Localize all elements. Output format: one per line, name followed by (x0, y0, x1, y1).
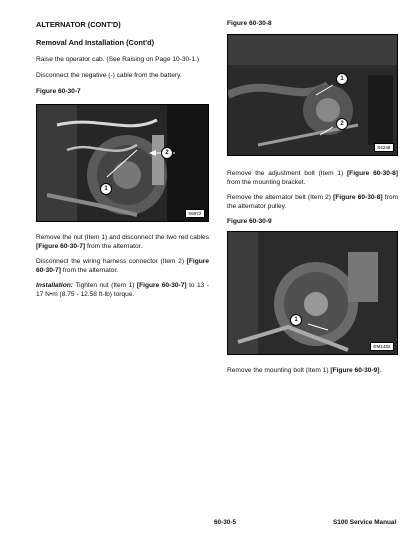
figure-60-30-8-label: Figure 60-30-8 (227, 20, 272, 27)
callout-1: 1 (100, 183, 112, 195)
figure-60-30-7-label: Figure 60-30-7 (36, 88, 81, 95)
figure-code: S5972 (185, 209, 205, 218)
page-number: 60-30-5 (214, 519, 237, 526)
remove-belt-paragraph: Remove the alternator belt (Item 2) [Figure 60-30-8] from the alternator pulley. (227, 194, 398, 210)
remove-mounting-bolt-paragraph: Remove the mounting bolt (Item 1) [Figure 60-30-9]. (227, 367, 382, 374)
disconnect-harness-paragraph: Disconnect the wiring harness connector (Item 2) [Figure 60-30-7] from the alternator. (36, 258, 209, 274)
figure-60-30-9-label: Figure 60-30-9 (227, 218, 272, 225)
disconnect-battery-paragraph: Disconnect the negative (-) cable from the battery. (36, 72, 182, 79)
figure1-code: S4248 (374, 143, 394, 152)
manual-name: S100 Service Manual (333, 519, 397, 526)
fig1-callout-2: 2 (336, 118, 348, 130)
left-column (36, 20, 209, 95)
adjustment-bolt-image (228, 35, 398, 156)
remove-adjustment-bolt-paragraph: Remove the adjustment bolt (Item 1) [Figure 60-30-8] from the mounting bracket. (227, 170, 398, 186)
figure-60-30-8-photo (227, 34, 398, 156)
installation-paragraph: Installation: Tighten nut (Item 1) [Figure 60-30-7] to 13 - 17 N•m (8.75 - 12.58 ft-lb) torque. (36, 282, 209, 298)
figure-60-30-9-photo (227, 231, 398, 355)
figure-60-30-7-photo (36, 104, 209, 222)
fig1-callout-1: 1 (336, 73, 348, 85)
mounting-bolt-image (228, 232, 398, 355)
figure2-code: EM1432 (370, 342, 394, 351)
subsection-title: Removal And Installation (Cont'd) (36, 38, 155, 47)
section-title: ALTERNATOR (CONT'D) (36, 20, 121, 29)
raise-cab-paragraph: Raise the operator cab. (See Raising on Page 10-30-1.) (36, 56, 200, 63)
remove-nut-paragraph: Remove the nut (Item 1) and disconnect the two red cables [Figure 60-30-7] from the alternator. (36, 234, 209, 250)
alternator-wiring-image (37, 105, 209, 222)
callout-2: 2 (161, 147, 173, 159)
fig2-callout-1: 1 (290, 314, 302, 326)
